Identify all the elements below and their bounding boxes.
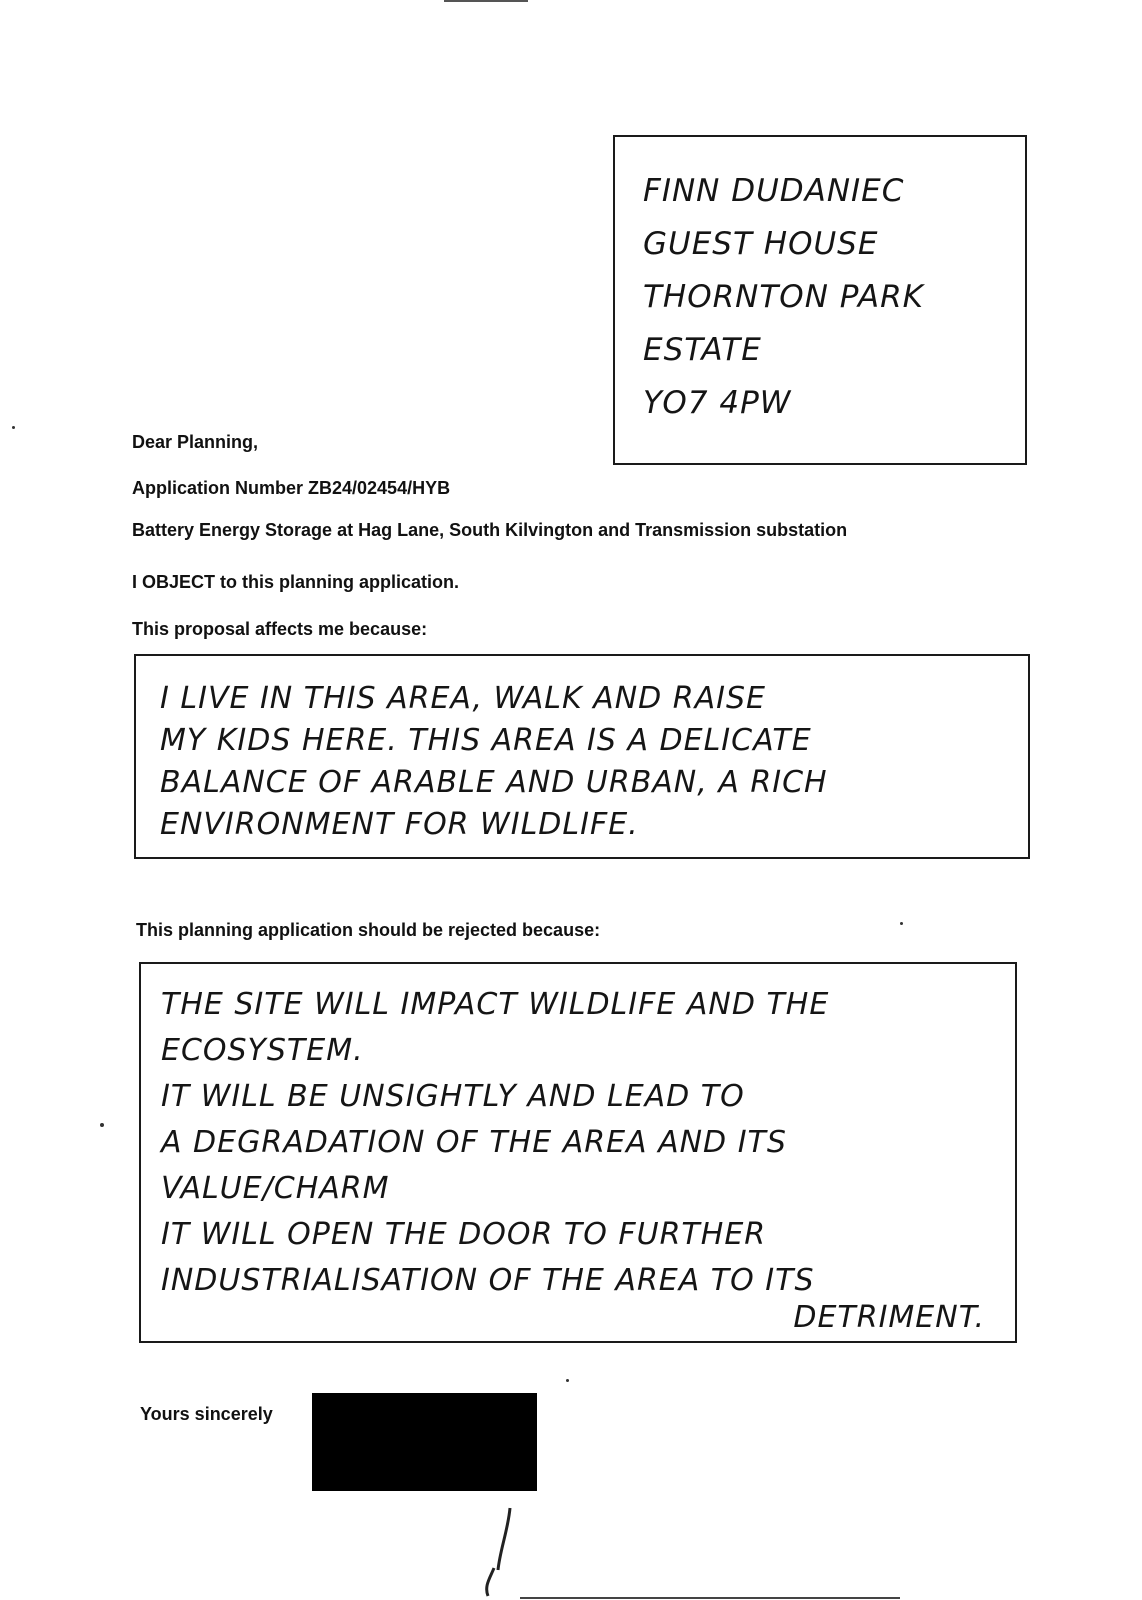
closing: Yours sincerely [140, 1404, 273, 1424]
affects-label: This proposal affects me because: [132, 619, 428, 639]
scan-speck [566, 1379, 569, 1382]
address-line: YO7 4PW [643, 385, 792, 421]
scan-speck [900, 922, 903, 925]
rejected-response-box [139, 962, 1017, 1343]
application-subject: Battery Energy Storage at Hag Lane, South Kilvington and Transmission substation [132, 520, 848, 540]
rejected-line: ECOSYSTEM. [161, 1033, 364, 1068]
rejected-line: A DEGRADATION OF THE AREA AND ITS [161, 1125, 787, 1160]
greeting: Dear Planning, [132, 432, 259, 452]
affects-line: I LIVE IN THIS AREA, WALK AND RAISE [160, 681, 766, 716]
rejected-line: INDUSTRIALISATION OF THE AREA TO ITS [161, 1263, 815, 1298]
affects-line: ENVIRONMENT FOR WILDLIFE. [160, 807, 639, 842]
objection-statement: I OBJECT to this planning application. [132, 572, 460, 592]
rejected-line: DETRIMENT. [793, 1300, 985, 1335]
rejected-label: This planning application should be rejected because: [136, 920, 601, 940]
affects-line: BALANCE OF ARABLE AND URBAN, A RICH [160, 765, 828, 800]
scan-speck [100, 1123, 104, 1127]
rejected-line: THE SITE WILL IMPACT WILDLIFE AND THE [161, 987, 830, 1022]
address-box [613, 135, 1027, 465]
application-number: Application Number ZB24/02454/HYB [132, 478, 451, 498]
scan-edge-line [444, 0, 528, 2]
affects-line: MY KIDS HERE. THIS AREA IS A DELICATE [160, 723, 812, 758]
rejected-line: IT WILL BE UNSIGHTLY AND LEAD TO [161, 1079, 745, 1114]
affects-response-box [134, 654, 1030, 859]
address-line: FINN DUDANIEC [643, 173, 905, 209]
signature-redaction [312, 1393, 537, 1491]
address-line: ESTATE [643, 332, 762, 368]
address-line: GUEST HOUSE [643, 226, 879, 262]
rejected-line: IT WILL OPEN THE DOOR TO FURTHER [161, 1217, 767, 1252]
address-line: THORNTON PARK [643, 279, 924, 315]
scan-mark [470, 1500, 530, 1600]
rejected-line: VALUE/CHARM [161, 1171, 390, 1206]
scan-edge-line [520, 1597, 900, 1599]
scan-speck [12, 426, 15, 429]
